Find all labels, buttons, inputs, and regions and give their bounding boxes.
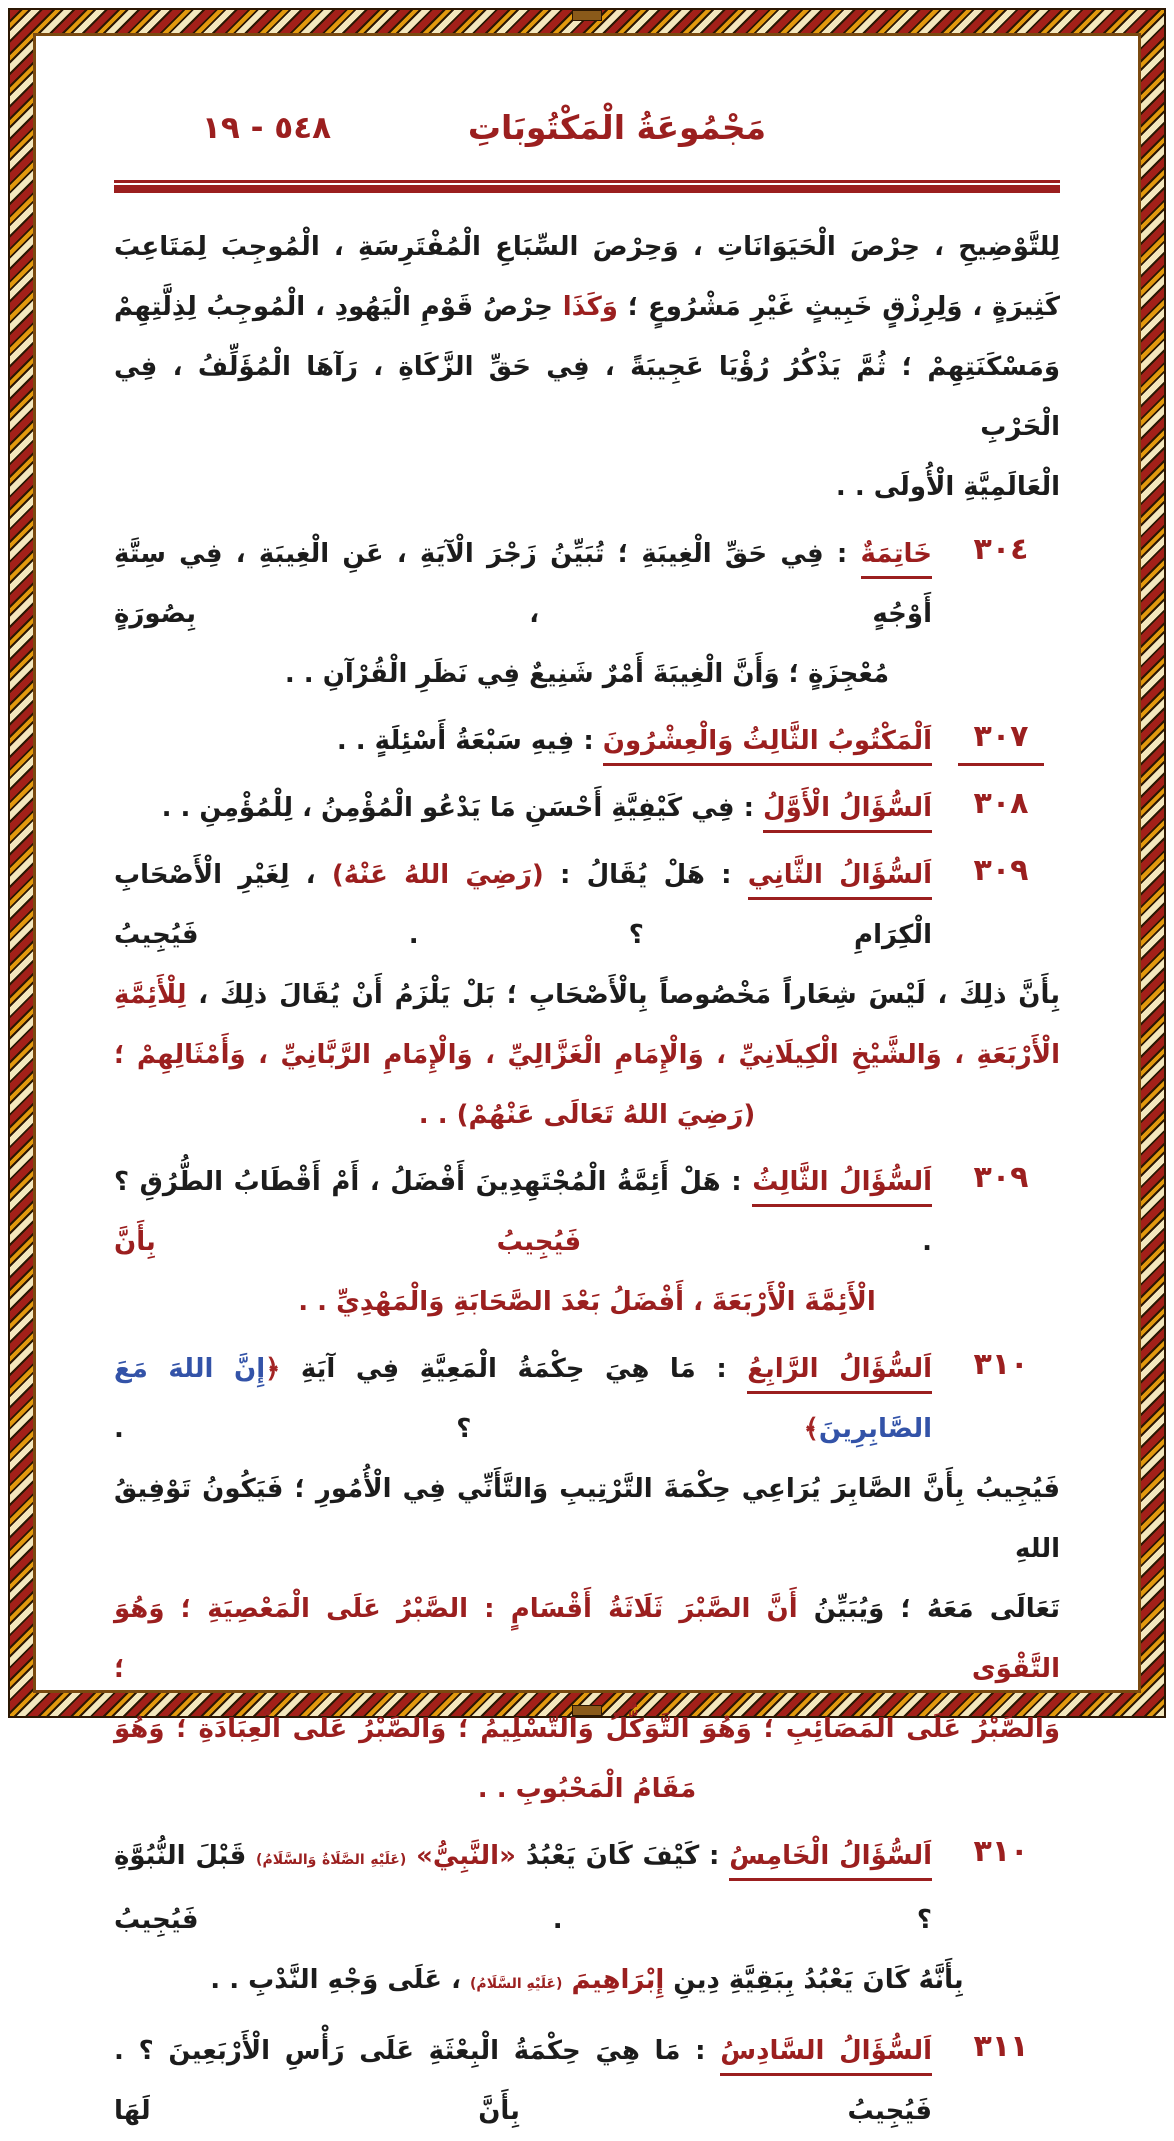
section-number: ٣٠٨ bbox=[973, 786, 1029, 821]
section bbox=[114, 1826, 1060, 2014]
text-line bbox=[114, 337, 1060, 457]
text-segment: (رَضِيَ اللهُ تَعَالَى عَنْهُمْ) . . bbox=[418, 1100, 756, 1130]
section-heading: خَاتِمَةٌ bbox=[861, 539, 932, 579]
section bbox=[114, 711, 1060, 771]
text-segment: بِأَنَّهُ كَانَ يَعْبُدُ بِبَقِيَّةِ دِينِ bbox=[664, 1965, 964, 1995]
section-number: ٣١١ bbox=[973, 2029, 1029, 2064]
text-line bbox=[114, 1950, 1060, 2014]
section bbox=[114, 1152, 1060, 1332]
text-segment: مَقَامُ الْمَحْبُوبِ . . bbox=[477, 1774, 697, 1804]
quran-ornate-bracket: ﴿ bbox=[265, 1354, 281, 1384]
honorific-roundel: (عَلَيْهِ السَّلَامُ) bbox=[470, 1976, 563, 1992]
text-segment: تَعَالَى مَعَهُ ؛ وَيُبَيِّنُ bbox=[797, 1594, 1060, 1624]
section-number: ٣١٠ bbox=[973, 1347, 1029, 1382]
text-line bbox=[114, 1085, 1060, 1145]
text-line bbox=[114, 1272, 1060, 1332]
border-center-tab-top-outer bbox=[572, 10, 602, 21]
text-line bbox=[114, 1826, 932, 1950]
text-line bbox=[114, 644, 1060, 704]
text-line bbox=[114, 457, 1060, 517]
text-segment: إِبْرَاهِيمَ bbox=[571, 1965, 665, 1995]
text-segment: : مَا هِيَ حِكْمَةُ الْبِعْثَةِ عَلَى رَأْسِ الْأَرْبَعِينَ ؟ . فَيُجِيبُ بِأَنَّ لَهَا bbox=[114, 2036, 932, 2126]
section-number: ٣٠٩ bbox=[973, 853, 1029, 888]
text-line bbox=[114, 778, 932, 838]
text-segment: أَنَّ الصَّبْرَ ثَلَاثَةُ أَقْسَامٍ : الصَّبْرُ عَلَى الْمَعْصِيَةِ ؛ وَهُوَ التَّقْوَى ؛ bbox=[114, 1594, 1060, 1684]
text-segment: وَمَسْكَنَتِهِمْ ؛ ثُمَّ يَذْكُرُ رُؤْيَا عَجِيبَةً ، فِي حَقِّ الزَّكَاةِ ، رَآهَا الْمُؤَلِّفُ ، فِي الْحَرْبِ bbox=[114, 352, 1060, 442]
text-segment: : فِيهِ سَبْعَةُ أَسْئِلَةٍ . . bbox=[336, 726, 603, 756]
text-segment: ، لِغَيْرِ الْأَصْحَابِ الْكِرَامِ ؟ . فَيُجِيبُ bbox=[114, 860, 932, 950]
text-segment: : فِي كَيْفِيَّةِ أَحْسَنِ مَا يَدْعُو الْمُؤْمِنُ ، لِلْمُؤْمِنِ . . bbox=[161, 793, 764, 823]
text-segment: ؟ . bbox=[114, 1414, 804, 1444]
section-heading: اَلسُّؤَالُ الرَّابِعُ bbox=[747, 1354, 932, 1394]
section-number: ٣٠٤ bbox=[973, 532, 1029, 567]
text-line bbox=[114, 524, 932, 644]
page-number: ٥٤٨ - ١٩ bbox=[202, 110, 332, 146]
page-body bbox=[114, 217, 1060, 2141]
text-line bbox=[114, 1339, 932, 1459]
text-segment: وَالصَّبْرُ عَلَى الْمَصَائِبِ ؛ وَهُوَ التَّوَكُّلُ وَالتَّسْلِيمُ ؛ وَالصَّبْرُ عَلَى الْعِبَادَةِ ؛ وَهُوَ bbox=[114, 1714, 1060, 1744]
section-heading: اَلسُّؤَالُ الثَّالِثُ bbox=[752, 1167, 932, 1207]
section-heading: اَلسُّؤَالُ الثَّانِي bbox=[748, 860, 932, 900]
section-heading: اَلسُّؤَالُ الْخَامِسُ bbox=[729, 1841, 932, 1881]
text-segment: لِلْأَئِمَّةِ bbox=[114, 980, 187, 1010]
text-segment: وَكَذَا bbox=[562, 292, 618, 322]
text-segment: (رَضِيَ اللهُ عَنْهُ) bbox=[331, 860, 544, 890]
page-content-frame bbox=[33, 33, 1141, 2126]
text-line bbox=[114, 1699, 1060, 1759]
text-segment: مُعْجِزَةٍ ؛ وَأَنَّ الْغِيبَةَ أَمْرٌ شَنِيعٌ فِي نَظَرِ الْقُرْآنِ . . bbox=[284, 659, 890, 689]
section bbox=[114, 1339, 1060, 1819]
text-line bbox=[114, 1152, 932, 1272]
text-line bbox=[114, 2021, 932, 2141]
text-segment: «النَّبِيُّ» bbox=[416, 1841, 516, 1871]
text-line bbox=[114, 965, 1060, 1025]
text-segment: : فِي حَقِّ الْغِيبَةِ ؛ تُبَيِّنُ زَجْرَ الْآيَةِ ، عَنِ الْغِيبَةِ ، فِي سِتَّةِ أَوْجُهٍ ، بِصُورَةٍ bbox=[114, 539, 932, 629]
section-heading: اَلسُّؤَالُ السَّادِسُ bbox=[720, 2036, 932, 2076]
section-number: ٣٠٩ bbox=[973, 1160, 1029, 1195]
text-segment: : هَلْ يُقَالُ : bbox=[543, 860, 748, 890]
text-segment: فَيُجِيبُ بِأَنَّ bbox=[114, 1227, 582, 1257]
section bbox=[114, 217, 1060, 517]
text-line bbox=[114, 1579, 1060, 1699]
section-heading: اَلْمَكْتُوبُ الثَّالِثُ وَالْعِشْرُونَ bbox=[603, 726, 932, 766]
book-title: مَجْمُوعَةُ الْمَكْتُوبَاتِ bbox=[467, 108, 767, 147]
text-segment: الْعَالَمِيَّةِ الْأُولَى . . bbox=[835, 472, 1060, 502]
text-segment: ، عَلَى وَجْهِ النَّدْبِ . . bbox=[210, 1965, 471, 1995]
text-segment: فَيُجِيبُ بِأَنَّ الصَّابِرَ يُرَاعِي حِكْمَةَ التَّرْتِيبِ وَالتَّأَنِّي فِي الْأُمُورِ ؛ فَيَكُونُ تَوْفِيقُ اللهِ bbox=[114, 1474, 1060, 1564]
text-segment: الْأَرْبَعَةِ ، وَالشَّيْخِ الْكِيلَانِيِّ ، وَالْإِمَامِ الْغَزَّالِيِّ ، وَالْإِمَامِ الرَّبَّانِيِّ ، وَأَمْثَالِهِمْ ؛ bbox=[114, 1040, 1060, 1070]
text-segment: : كَيْفَ كَانَ يَعْبُدُ bbox=[515, 1841, 730, 1871]
text-line bbox=[114, 277, 1060, 337]
header-double-rule bbox=[114, 180, 1060, 193]
text-segment: لِلتَّوْضِيحِ ، حِرْصَ الْحَيَوَانَاتِ ، وَحِرْصَ السِّبَاعِ الْمُفْتَرِسَةِ ، الْمُوجِبَ لِمَتَاعِبَ bbox=[114, 232, 1060, 262]
text-segment: الْأَئِمَّةَ الْأَرْبَعَةَ ، أَفْضَلُ بَعْدَ الصَّحَابَةِ وَالْمَهْدِيِّ . . bbox=[298, 1287, 876, 1317]
text-segment: حِرْصُ قَوْمِ الْيَهُودِ ، الْمُوجِبُ لِذِلَّتِهِمْ bbox=[114, 292, 563, 322]
section bbox=[114, 2021, 1060, 2141]
honorific-roundel: (عَلَيْهِ الصَّلَاةُ وَالسَّلَامُ) bbox=[256, 1852, 407, 1868]
section bbox=[114, 524, 1060, 704]
section-heading: اَلسُّؤَالُ الْأَوَّلُ bbox=[763, 793, 932, 833]
text-line bbox=[114, 1025, 1060, 1085]
text-segment: قَبْلَ النُّبُوَّةِ ؟ . فَيُجِيبُ bbox=[114, 1841, 932, 1935]
section-number: ٣٠٧ bbox=[958, 719, 1044, 766]
text-line bbox=[114, 217, 1060, 277]
text-segment: : هَلْ أَئِمَّةُ الْمُجْتَهِدِينَ أَفْضَلُ ، أَمْ أَقْطَابُ الطُّرُقِ ؟ . bbox=[114, 1167, 932, 1257]
page-inner bbox=[72, 72, 1102, 2126]
text-line bbox=[114, 845, 932, 965]
quran-verse-text: إِنَّ اللهَ مَعَ الصَّابِرِينَ bbox=[114, 1354, 932, 1444]
section-number: ٣١٠ bbox=[973, 1834, 1029, 1869]
text-segment: : مَا هِيَ حِكْمَةُ الْمَعِيَّةِ فِي آيَةِ bbox=[280, 1354, 748, 1384]
section bbox=[114, 845, 1060, 1145]
text-segment: بِأَنَّ ذلِكَ ، لَيْسَ شِعَاراً مَخْصُوصاً بِالْأَصْحَابِ ؛ بَلْ يَلْزَمُ أَنْ يُقَالَ ذلِكَ ، bbox=[186, 980, 1060, 1010]
text-segment bbox=[406, 1841, 416, 1871]
text-line bbox=[114, 1459, 1060, 1579]
quran-ornate-bracket: ﴾ bbox=[803, 1414, 819, 1444]
section bbox=[114, 778, 1060, 838]
text-segment: كَثِيرَةٍ ، وَلِرِزْقٍ خَبِيثٍ غَيْرِ مَشْرُوعٍ ؛ bbox=[617, 292, 1060, 322]
page-header bbox=[114, 108, 1060, 166]
text-line bbox=[114, 711, 932, 771]
text-line bbox=[114, 1759, 1060, 1819]
